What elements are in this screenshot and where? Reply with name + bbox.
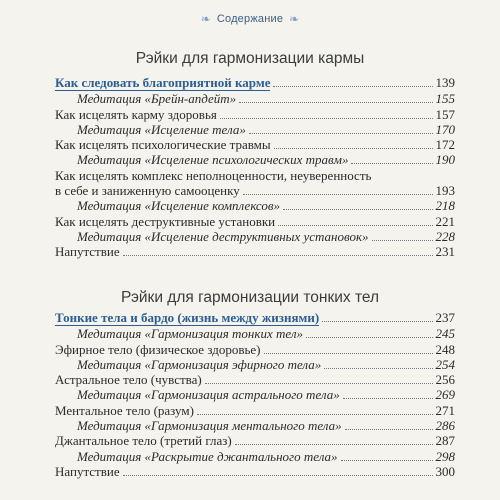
dot-leader xyxy=(235,444,433,445)
toc-page-number: 256 xyxy=(435,372,455,388)
dot-leader xyxy=(220,118,433,119)
dot-leader xyxy=(273,86,432,87)
toc-entry[interactable] xyxy=(55,372,455,387)
toc-entry-title: Ментальное тело (разум) xyxy=(55,402,194,418)
toc-entry-title: Тонкие тела и бардо (жизнь между жизнями) xyxy=(55,310,320,325)
toc-entry-meditation[interactable] xyxy=(55,91,455,106)
toc-page-number: 221 xyxy=(435,213,455,229)
toc-page-number: 300 xyxy=(435,463,455,479)
toc-page-number: 269 xyxy=(435,387,455,403)
toc-entry-title: Медитация «Гармонизация ментального тела» xyxy=(77,418,342,434)
toc-page-number: 254 xyxy=(435,356,455,372)
dot-leader xyxy=(372,240,433,241)
dot-leader xyxy=(345,429,433,430)
toc-page-number: 237 xyxy=(435,310,455,325)
toc-entry-title: Медитация «Раскрытие джантального тела» xyxy=(77,448,338,464)
dot-leader xyxy=(205,383,433,384)
toc-page-number: 286 xyxy=(435,418,455,434)
toc-entry-meditation[interactable] xyxy=(55,449,455,464)
toc-entry-title: Напутствие xyxy=(55,463,120,479)
toc-entry-meditation[interactable] xyxy=(55,326,455,341)
toc-entry[interactable] xyxy=(55,214,455,229)
dot-leader xyxy=(283,209,433,210)
ornament-left-icon: ❧ xyxy=(200,11,211,26)
toc-page-number: 287 xyxy=(435,433,455,449)
toc-entry-title: Эфирное тело (физическое здоровье) xyxy=(55,341,261,357)
toc-page-number: 231 xyxy=(435,244,455,260)
toc-entry-title: Медитация «Брейн-апдейт» xyxy=(77,91,237,107)
toc-entry-title: Как исцелять комплекс неполноценности, неуверенность xyxy=(55,167,372,183)
dot-leader xyxy=(306,337,433,338)
toc-entry-meditation[interactable] xyxy=(55,229,455,244)
toc-page-number: 271 xyxy=(435,402,455,418)
page-header-title: Содержание xyxy=(216,13,284,25)
toc-entry-title: Как исцелять психологические травмы xyxy=(55,137,271,153)
toc-entry[interactable] xyxy=(55,244,455,259)
ornament-right-icon: ❧ xyxy=(289,11,300,26)
dot-leader xyxy=(322,321,432,322)
toc-page-number: 139 xyxy=(435,75,455,90)
toc-entry-title: Напутствие xyxy=(55,244,120,260)
toc-entry[interactable] xyxy=(55,433,455,448)
toc-page-number: 193 xyxy=(435,183,455,199)
toc-entry[interactable] xyxy=(55,75,455,91)
toc-page-number: 172 xyxy=(435,137,455,153)
toc-page-number: 170 xyxy=(435,121,455,137)
toc-entry[interactable] xyxy=(55,168,455,183)
toc-entry[interactable] xyxy=(55,310,455,326)
dot-leader xyxy=(243,194,433,195)
toc-entry[interactable] xyxy=(55,464,455,479)
toc-entry-title: Как следовать благоприятной карме xyxy=(55,75,271,90)
toc-section-karma xyxy=(55,75,455,260)
toc-page-number: 155 xyxy=(435,91,455,107)
toc-entry-meditation[interactable] xyxy=(55,198,455,213)
dot-leader xyxy=(341,460,433,461)
page-header xyxy=(0,8,500,30)
dot-leader xyxy=(343,398,433,399)
dot-leader xyxy=(324,368,432,369)
dot-leader xyxy=(123,255,433,256)
toc-entry-meditation[interactable] xyxy=(55,357,455,372)
toc-entry-title: Медитация «Исцеление тела» xyxy=(77,121,246,137)
toc-entry-title: Медитация «Гармонизация астрального тела» xyxy=(77,387,340,403)
toc-entry[interactable] xyxy=(55,342,455,357)
toc-page-number: 248 xyxy=(435,341,455,357)
toc-entry-title: Медитация «Исцеление деструктивных установок» xyxy=(77,228,369,244)
toc-entry-title: Медитация «Исцеление психологических травм» xyxy=(77,152,349,168)
toc-page-number: 298 xyxy=(435,448,455,464)
toc-entry-title: Астральное тело (чувства) xyxy=(55,372,202,388)
toc-entry-title: Медитация «Гармонизация тонких тел» xyxy=(77,326,303,342)
dot-leader xyxy=(197,414,433,415)
section-title-subtle-bodies: Рэйки для гармонизации тонких тел xyxy=(120,289,380,306)
toc-section-subtle-bodies xyxy=(55,310,455,479)
toc-page-number: 245 xyxy=(435,326,455,342)
dot-leader xyxy=(239,102,432,103)
toc-page-number: 157 xyxy=(435,106,455,122)
toc-entry[interactable] xyxy=(55,403,455,418)
toc-entry-meditation[interactable] xyxy=(55,418,455,433)
toc-page-number: 190 xyxy=(435,152,455,168)
toc-entry-meditation[interactable] xyxy=(55,387,455,402)
toc-entry-title: Медитация «Гармонизация эфирного тела» xyxy=(77,356,322,372)
toc-entry[interactable] xyxy=(55,107,455,122)
dot-leader xyxy=(274,148,433,149)
toc-entry-meditation[interactable] xyxy=(55,122,455,137)
toc-entry-title: Как исцелять карму здоровья xyxy=(55,106,217,122)
dot-leader xyxy=(351,163,432,164)
toc-entry[interactable] xyxy=(55,137,455,152)
toc-entry[interactable] xyxy=(55,183,455,198)
toc-page-number: 218 xyxy=(435,198,455,214)
toc-entry-title: Медитация «Исцеление комплексов» xyxy=(77,198,280,214)
toc-entry-title: Как исцелять деструктивные установки xyxy=(55,213,276,229)
dot-leader xyxy=(249,133,433,134)
toc-entry-title: в себе и заниженную самооценку xyxy=(55,183,240,199)
dot-leader xyxy=(278,225,432,226)
toc-page-number: 228 xyxy=(435,228,455,244)
toc-entry-meditation[interactable] xyxy=(55,152,455,167)
section-title-karma: Рэйки для гармонизации кармы xyxy=(135,50,365,67)
dot-leader xyxy=(264,353,433,354)
dot-leader xyxy=(123,475,433,476)
toc-entry-title: Джантальное тело (третий глаз) xyxy=(55,433,232,449)
